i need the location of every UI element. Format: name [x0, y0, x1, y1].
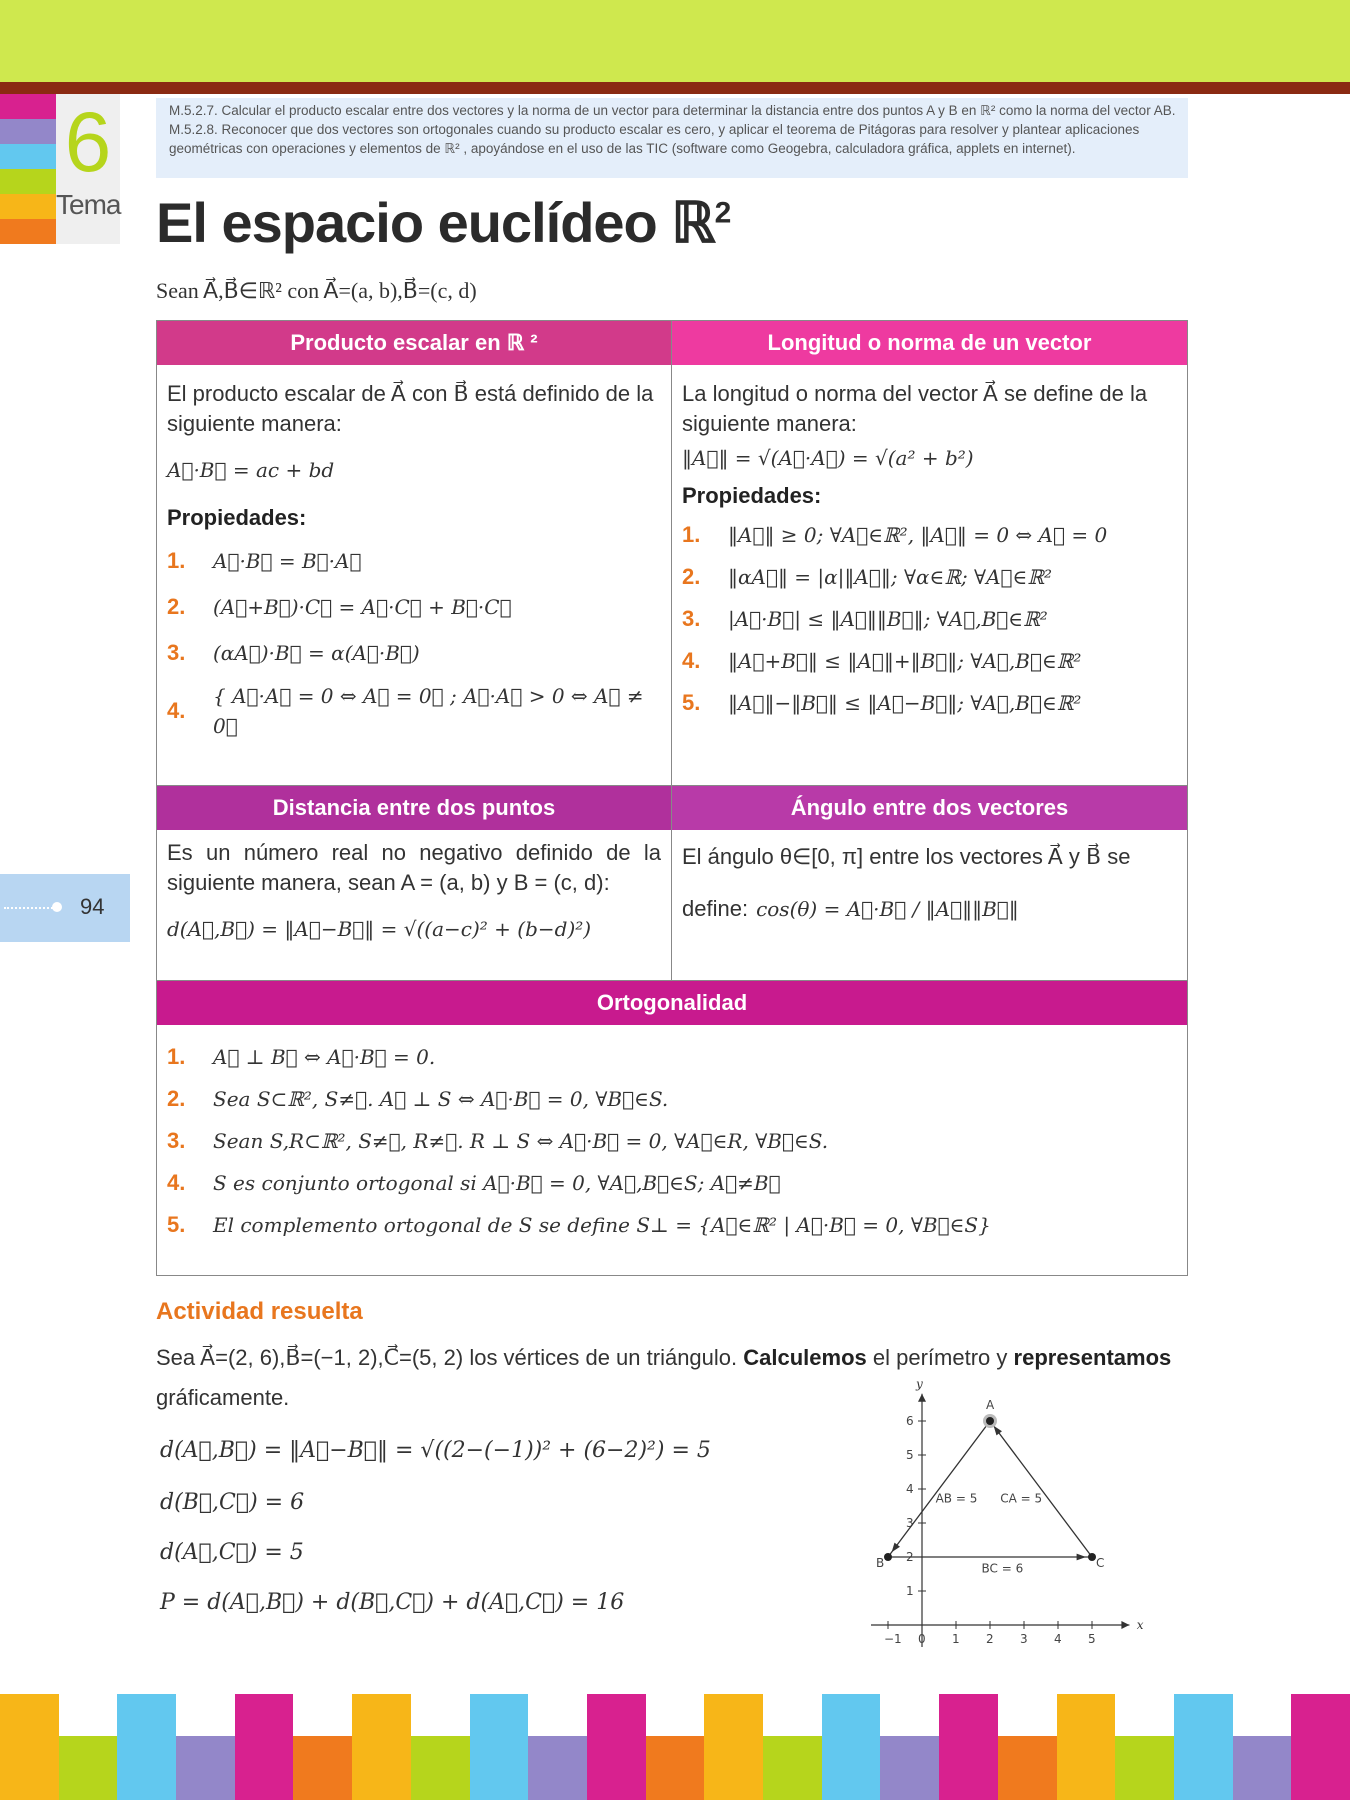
y-axis-arrow	[918, 1394, 926, 1402]
ortho-item: 1. A⃗ ⊥ B⃗ ⇔ A⃗·B⃗ = 0.	[167, 1044, 436, 1069]
producto-prop: 2. (A⃗+B⃗)·C⃗ = A⃗·C⃗ + B⃗·C⃗	[167, 594, 512, 619]
y-tick-label: 3	[906, 1516, 914, 1530]
intro-statement: Sean A⃗,B⃗∈ℝ² con A⃗=(a, b),B⃗=(c, d)	[156, 278, 477, 303]
y-tick-label: 1	[906, 1584, 914, 1598]
y-tick-label: 2	[906, 1550, 914, 1564]
angulo-text: El ángulo θ∈[0, π] entre los vectores A⃗ y B⃗ se	[682, 844, 1131, 869]
distancia-header: Distancia entre dos puntos	[157, 786, 672, 830]
theme-badge	[56, 94, 120, 244]
edge-ca	[990, 1421, 1092, 1557]
x-tick-label: 2	[986, 1632, 994, 1646]
theme-number: 6	[64, 95, 112, 189]
x-tick-label: 3	[1020, 1632, 1028, 1646]
point-a	[986, 1417, 994, 1425]
angulo-formula: cos(θ) = A⃗·B⃗ / ‖A⃗‖‖B⃗‖	[756, 897, 1019, 921]
norma-header: Longitud o norma de un vector	[672, 321, 1187, 365]
ortho-item: 2. Sea S⊂ℝ², S≠∅. A⃗ ⊥ S ⇔ A⃗·B⃗ = 0, ∀B⃗∈S.	[167, 1086, 669, 1111]
producto-prop: 4. { A⃗·A⃗ = 0 ⇔ A⃗ = 0⃗ ; A⃗·A⃗ > 0 ⇔ A⃗ ≠ 0⃗	[167, 684, 644, 738]
edge-ca-head	[994, 1426, 1002, 1436]
page-tab	[0, 874, 130, 942]
ortogonalidad-header: Ortogonalidad	[157, 981, 1187, 1025]
point-b	[884, 1553, 892, 1561]
angulo-define-label: define:	[682, 896, 749, 921]
ortho-item: 5. El complemento ortogonal de S se define S⊥ = {A⃗∈ℝ² | A⃗·B⃗ = 0, ∀B⃗∈S}	[167, 1212, 991, 1237]
x-tick-label: 0	[918, 1632, 926, 1646]
y-axis-label: y	[916, 1380, 923, 1391]
angulo-cell	[672, 830, 1187, 980]
x-axis-label: x	[1136, 1618, 1144, 1632]
norma-prop: 3. |A⃗·B⃗| ≤ ‖A⃗‖‖B⃗‖; ∀A⃗,B⃗∈ℝ²	[682, 606, 1048, 631]
distancia-text: Es un número real no negativo definido de la siguiente manera, sean A = (a, b) y B = (c, d):	[167, 840, 661, 895]
y-tick-label: 6	[906, 1414, 914, 1428]
x-tick-label: 1	[952, 1632, 960, 1646]
producto-formula: A⃗·B⃗ = ac + bd	[167, 458, 335, 482]
producto-prop: 3. (αA⃗)·B⃗ = α(A⃗·B⃗)	[167, 640, 420, 665]
norma-props-title: Propiedades:	[682, 483, 822, 508]
norma-prop: 5. ‖A⃗‖−‖B⃗‖ ≤ ‖A⃗−B⃗‖; ∀A⃗,B⃗∈ℝ²	[682, 690, 1082, 715]
x-axis-arrow	[1121, 1621, 1129, 1629]
x-tick-label: 5	[1088, 1632, 1096, 1646]
ca-label: CA = 5	[1000, 1491, 1043, 1506]
calc-line: d(B⃗,C⃗) = 6	[160, 1490, 305, 1515]
ab-label: AB = 5	[935, 1491, 978, 1506]
color-strip	[0, 94, 56, 244]
norma-formula: ‖A⃗‖ = √(A⃗·A⃗) = √(a² + b²)	[682, 446, 974, 470]
ortogonalidad-cell	[157, 1025, 1187, 1275]
activity-title: Actividad resuelta	[156, 1298, 363, 1325]
norma-text: La longitud o norma del vector A⃗ se define de la siguiente manera:	[682, 381, 1148, 436]
norma-prop: 4. ‖A⃗+B⃗‖ ≤ ‖A⃗‖+‖B⃗‖; ∀A⃗,B⃗∈ℝ²	[682, 648, 1082, 673]
point-c-label: C	[1096, 1556, 1105, 1570]
calc-line: d(A⃗,C⃗) = 5	[160, 1540, 304, 1565]
norma-cell	[672, 365, 1187, 785]
producto-cell	[157, 365, 672, 785]
edge-ab-head	[892, 1543, 900, 1553]
point-c	[1088, 1553, 1096, 1561]
distancia-formula: d(A⃗,B⃗) = ‖A⃗−B⃗‖ = √((a−c)² + (b−d)²)	[167, 917, 592, 941]
skill-2: M.5.2.8. Reconocer que dos vectores son ortogonales cuando su producto escalar es cero, y aplicar el teorema de Pitágoras para resolver y plantear aplicaciones geométricas con operaciones y elementos de ℝ² , apoyándose en el uso de las TIC (software como Geogebra, calculadora gráfica, applets en internet).	[169, 122, 1140, 156]
top-divider-line	[0, 82, 1350, 94]
edge-ab	[888, 1421, 990, 1557]
definitions-table	[156, 320, 1188, 1276]
skill-1: M.5.2.7. Calcular el producto escalar entre dos vectores y la norma de un vector para determinar la distancia entre dos puntos A y B en ℝ² como la norma del vector AB.	[169, 103, 1176, 118]
activity-text: Sea A⃗=(2, 6),B⃗=(−1, 2),C⃗=(5, 2) los vértices de un triángulo. Calculemos el perímetro y representamos gráficamente.	[156, 1345, 1172, 1410]
triangle-graph	[860, 1380, 1150, 1650]
ortho-item: 4. S es conjunto ortogonal si A⃗·B⃗ = 0, ∀A⃗,B⃗∈S; A⃗≠B⃗	[167, 1170, 781, 1195]
producto-props-title: Propiedades:	[167, 505, 307, 530]
skills-box	[156, 98, 1188, 178]
y-tick-label: 5	[906, 1448, 914, 1462]
x-tick-label: 4	[1054, 1632, 1062, 1646]
calc-line: d(A⃗,B⃗) = ‖A⃗−B⃗‖ = √((2−(−1))² + (6−2)²) = 5	[160, 1438, 711, 1463]
producto-header: Producto escalar en ℝ ²	[157, 321, 672, 365]
edge-bc-head	[1077, 1554, 1086, 1561]
page-number: 94	[80, 894, 105, 919]
top-color-band	[0, 0, 1350, 82]
producto-prop: 1. A⃗·B⃗ = B⃗·A⃗	[167, 548, 362, 573]
ortho-item: 3. Sean S,R⊂ℝ², S≠∅, R≠∅. R ⊥ S ⇔ A⃗·B⃗ = 0, ∀A⃗∈R, ∀B⃗∈S.	[167, 1128, 829, 1153]
producto-text: El producto escalar de A⃗ con B⃗ está definido de la siguiente manera:	[167, 381, 654, 436]
norma-prop: 1. ‖A⃗‖ ≥ 0; ∀A⃗∈ℝ², ‖A⃗‖ = 0 ⇔ A⃗ = 0	[682, 522, 1108, 547]
norma-prop: 2. ‖αA⃗‖ = |α|‖A⃗‖; ∀α∈ℝ; ∀A⃗∈ℝ²	[682, 564, 1053, 589]
point-a-label: A	[986, 1398, 995, 1412]
page-title: El espacio euclídeo ℝ$^2$	[156, 191, 731, 254]
distancia-cell	[157, 830, 672, 980]
theme-label: Tema	[56, 189, 121, 220]
bottom-color-blocks	[0, 1694, 1350, 1800]
calc-line: P = d(A⃗,B⃗) + d(B⃗,C⃗) + d(A⃗,C⃗) = 16	[160, 1590, 625, 1615]
angulo-header: Ángulo entre dos vectores	[672, 786, 1187, 830]
point-b-label: B	[876, 1556, 885, 1570]
x-tick-label: −1	[884, 1632, 902, 1646]
y-tick-label: 4	[906, 1482, 914, 1496]
bc-label: BC = 6	[981, 1561, 1024, 1576]
